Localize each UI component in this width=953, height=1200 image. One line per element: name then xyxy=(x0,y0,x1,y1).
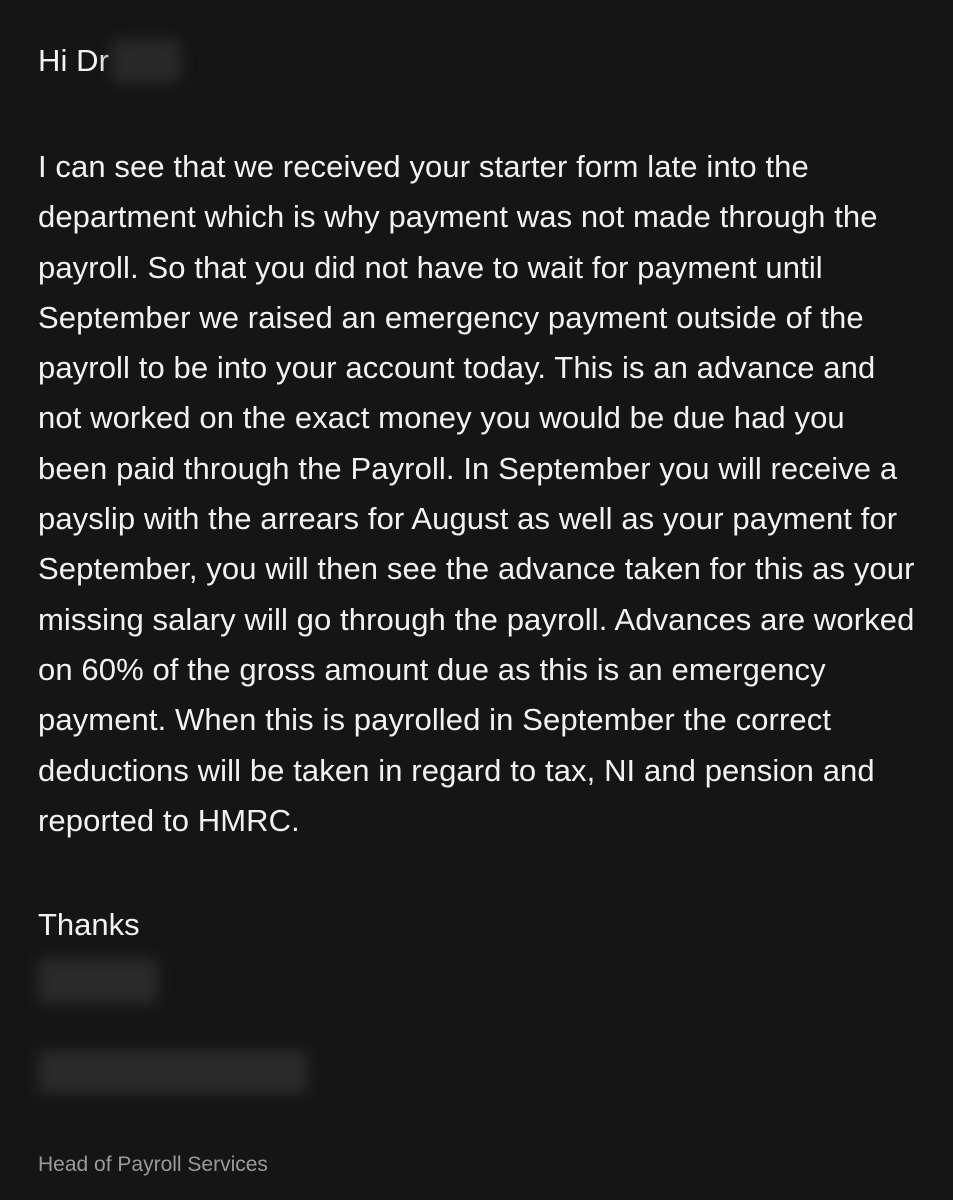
signature-title: Head of Payroll Services xyxy=(38,1153,268,1176)
closing-text: Thanks xyxy=(38,907,140,943)
redacted-recipient-name xyxy=(111,39,181,83)
redacted-sender-full-name xyxy=(38,1050,308,1094)
greeting-text: Hi Dr xyxy=(38,43,110,78)
email-body xyxy=(38,34,918,1094)
greeting-line xyxy=(38,34,918,88)
redacted-sender-name xyxy=(38,958,158,1004)
email-paragraph: I can see that we received your starter form late into the department which is why payment was not made through the payroll. So that you did not have to wait for payment until September we raised an emergency payment outside of the payroll to be into your account today. This is an advance and not worked on the exact money you would be due had you been paid through the Payroll. In September you will receive a payslip with the arrears for August as well as your payment for September, you will then see the advance taken for this as your missing salary will go through the payroll. Advances are worked on 60% of the gross amount due as this is an emergency payment. When this is payrolled in September the correct deductions will be taken in regard to tax, NI and pension and reported to HMRC. xyxy=(38,149,915,838)
